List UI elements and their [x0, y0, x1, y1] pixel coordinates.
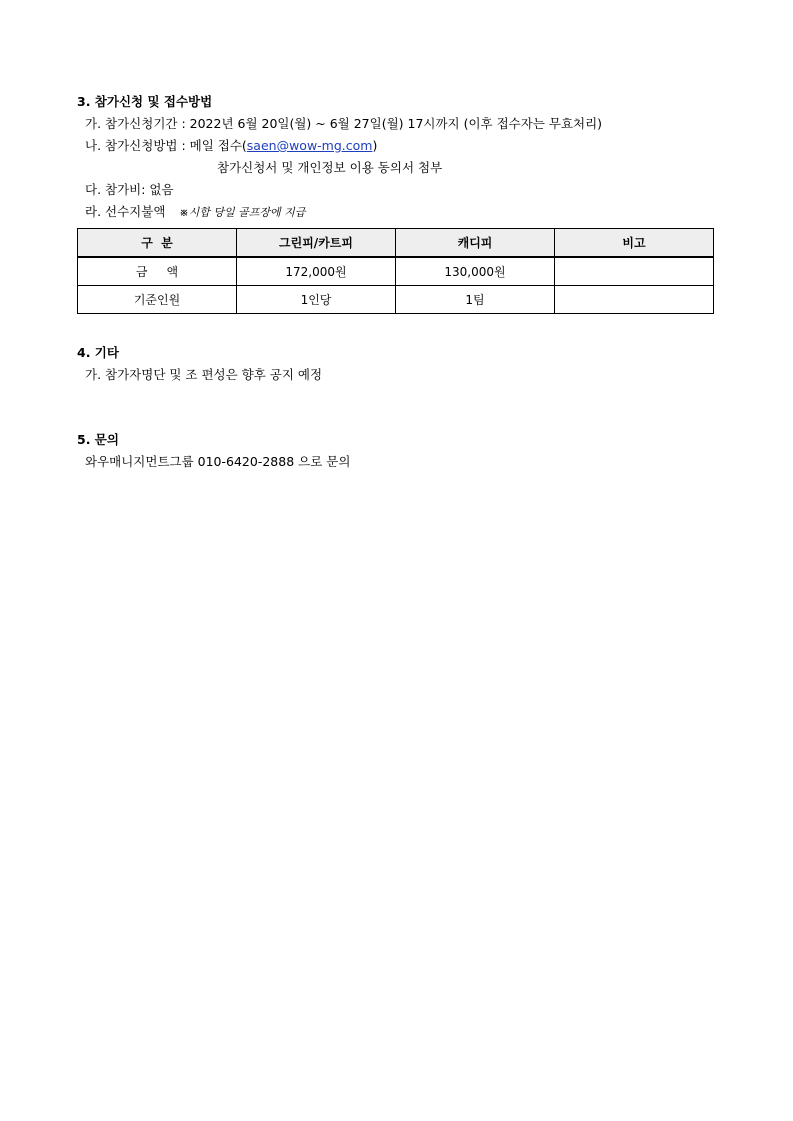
fee-table-header-row: [78, 229, 714, 258]
application-period: 가. 참가신청기간 : 2022년 6월 20일(월) ~ 6월 27일(월) 17시까지 (이후 접수자는 무효처리): [85, 116, 603, 131]
application-attachments: 참가신청서 및 개인정보 이용 동의서 첨부: [217, 160, 443, 175]
roster-notice: 가. 참가자명단 및 조 편성은 향후 공지 예정: [85, 367, 323, 382]
participation-fee: 다. 참가비: 없음: [85, 182, 174, 197]
cell-remarks-amount: [555, 257, 714, 286]
cell-green-fee-amount: 172,000원: [237, 257, 396, 286]
contact-info: 와우매니지먼트그룹 010-6420-2888 으로 문의: [85, 454, 351, 469]
email-link[interactable]: saen@wow-mg.com: [246, 138, 373, 153]
application-method-suffix: ): [372, 138, 378, 153]
table-row: [78, 257, 714, 286]
application-method: [85, 137, 377, 155]
header-caddie-fee: 캐디피: [396, 229, 555, 258]
header-category: 구 분: [78, 229, 237, 258]
fee-table: [77, 228, 714, 314]
section-5-heading: 5. 문의: [77, 432, 119, 447]
application-method-prefix: 나. 참가신청방법 : 메일 접수(: [85, 138, 247, 153]
section-3-heading: 3. 참가신청 및 접수방법: [77, 94, 213, 109]
cell-remarks-basis: [555, 286, 714, 314]
player-payment-label: 라. 선수지불액: [85, 204, 166, 219]
cell-green-fee-basis: 1인당: [237, 286, 396, 314]
cell-caddie-fee-basis: 1팀: [396, 286, 555, 314]
header-green-fee: 그린피/카트피: [237, 229, 396, 258]
player-payment-note: ※시합 당일 골프장에 지급: [179, 206, 306, 219]
player-payment: [85, 203, 305, 222]
cell-amount-label: 금 액: [78, 257, 237, 286]
header-remarks: 비고: [555, 229, 714, 258]
cell-caddie-fee-amount: 130,000원: [396, 257, 555, 286]
cell-basis-label: 기준인원: [78, 286, 237, 314]
section-4-heading: 4. 기타: [77, 345, 119, 360]
table-row: [78, 286, 714, 314]
